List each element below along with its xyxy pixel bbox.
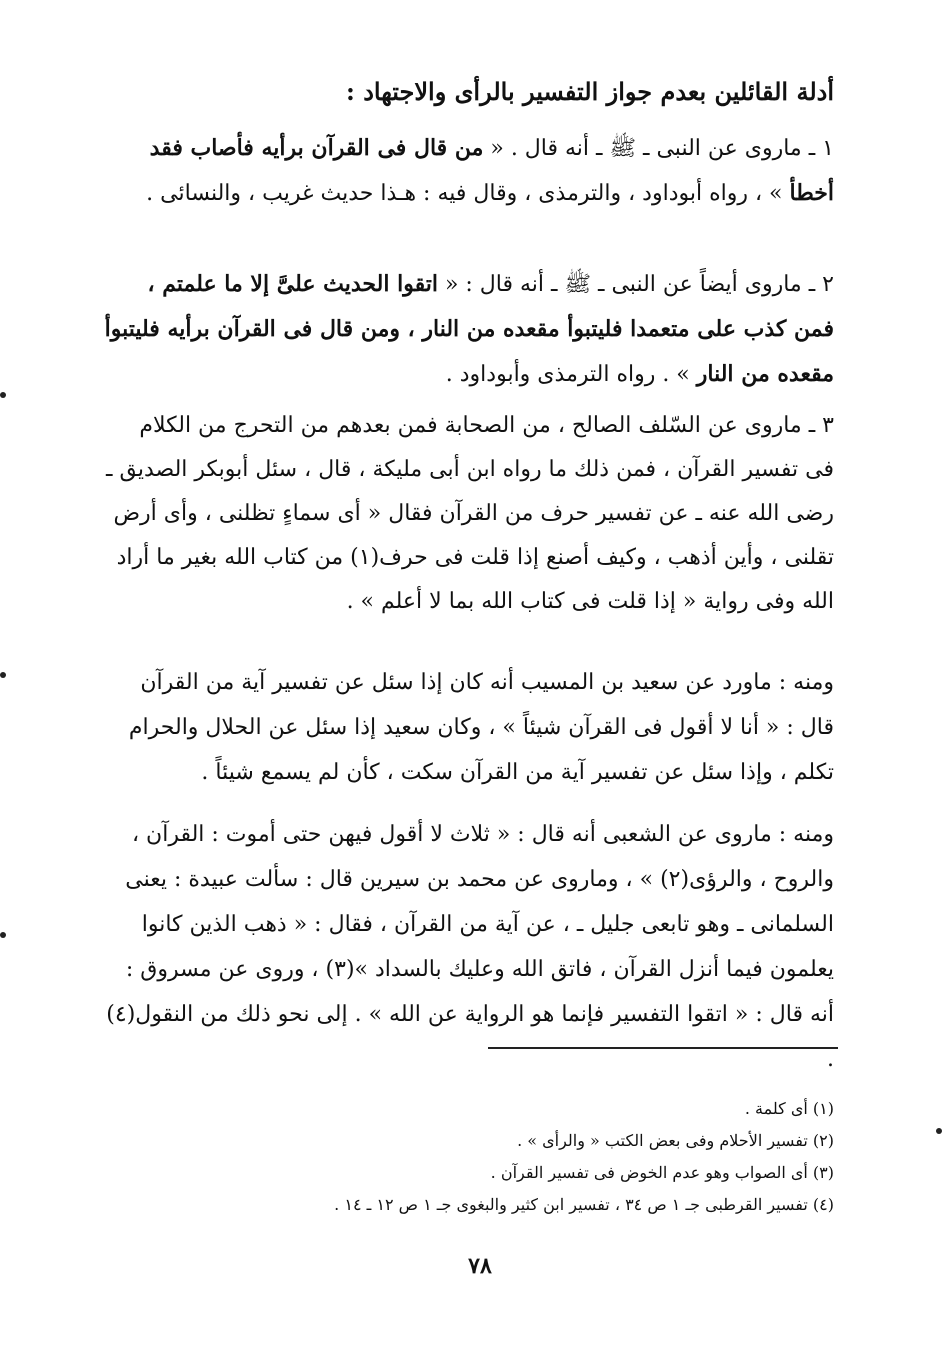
item-number: ٣ ـ	[808, 413, 834, 438]
item-source: » . رواه الترمذى وأبوداود .	[445, 362, 690, 387]
item-source: » ، رواه أبوداود ، والترمذى ، وقال فيه : هـذا حديث غريب ، والنسائى .	[146, 181, 783, 206]
item-text: ماروى عن السّلف الصالح ، من الصحابة فمن بعدهم من التحرج من الكلام فى تفسير القرآن ، فمن ذلك ما رواه ابن أبى مليكة ، قال ، سئل أبوبكر الصديق ـ رضى الله عنه ـ عن تفسير حرف من القرآن فقال « أى سماءٍ تظلنى ، وأى أرض تقلنى ، وأين أذهب ، وكيف أصنع إذا قلت فى حرف(١) من كتاب الله بغير ما أراد الله وفى رواية « إذا قلت فى كتاب الله بما لا أعلم » .	[106, 413, 834, 614]
footnote-3: (٣) أى الصواب وهو عدم الخوض فى تفسير القرآن .	[490, 1163, 834, 1182]
footnote-1: (١) أى كلمة .	[744, 1099, 834, 1118]
evidence-item-1	[104, 126, 834, 216]
evidence-item-3	[104, 404, 834, 624]
paragraph-ibn-musayyib: ومنه : ماورد عن سعيد بن المسيب أنه كان إذا سئل عن تفسير آية من القرآن قال : « أنا لا أقول فى القرآن شيئاً » ، وكان سعيد إذا سئل عن الحلال والحرام تكلم ، وإذا سئل عن تفسير آية من القرآن سكت ، كأن لم يسمع شيئاً .	[128, 670, 834, 785]
scan-edge-mark	[936, 1128, 942, 1134]
footnote-divider	[488, 1047, 838, 1049]
scan-edge-mark	[0, 932, 6, 938]
evidence-item-2	[104, 262, 834, 397]
scan-edge-mark	[0, 392, 6, 398]
page-number: ٧٨	[468, 1253, 492, 1279]
item-number: ٢ ـ	[808, 272, 834, 297]
item-intro: ماروى عن النبى ـ ﷺ ـ أنه قال . «	[490, 136, 802, 161]
hadith-quote: من قال فى القرآن برأيه فأصاب فقد أخطأ	[149, 135, 834, 206]
section-heading: أدلة القائلين بعدم جواز التفسير بالرأى والاجتهاد :	[345, 77, 834, 106]
scan-edge-mark	[0, 672, 6, 678]
paragraph-shabi: ومنه : ماروى عن الشعبى أنه قال : « ثلاث لا أقول فيهن حتى أموت : القرآن ، والروح ، والرؤى(٢) » ، وماروى عن محمد بن سيرين قال : سألت عبيدة : يعنى السلمانى ـ وهو تابعى جليل ـ ، عن آية من القرآن ، فقال : « ذهب الذين كانوا يعلمون فيما أنزل القرآن ، فاتق الله وعليك بالسداد »(٣) ، وروى عن مسروق : أنه قال : « اتقوا التفسير فإنما هو الرواية عن الله » . إلى نحو ذلك من النقول(٤) .	[106, 822, 834, 1072]
item-number: ١ ـ	[808, 136, 834, 161]
footnote-2: (٢) تفسير الأحلام وفى بعض الكتب « والرأى » .	[517, 1131, 834, 1150]
footnote-4: (٤) تفسير القرطبى جـ ١ ص ٣٤ ، تفسير ابن كثير والبغوى جـ ١ ص ١٢ ـ ١٤ .	[334, 1195, 834, 1214]
item-intro: ماروى أيضاً عن النبى ـ ﷺ ـ أنه قال : «	[444, 272, 802, 297]
hadith-quote: اتقوا الحديث علىَّ إلا ما علمتم ، فمن كذب على متعمدا فليتبوأ مقعده من النار ، ومن قال فى القرآن برأيه فليتبوأ مقعده من النار	[104, 271, 834, 387]
